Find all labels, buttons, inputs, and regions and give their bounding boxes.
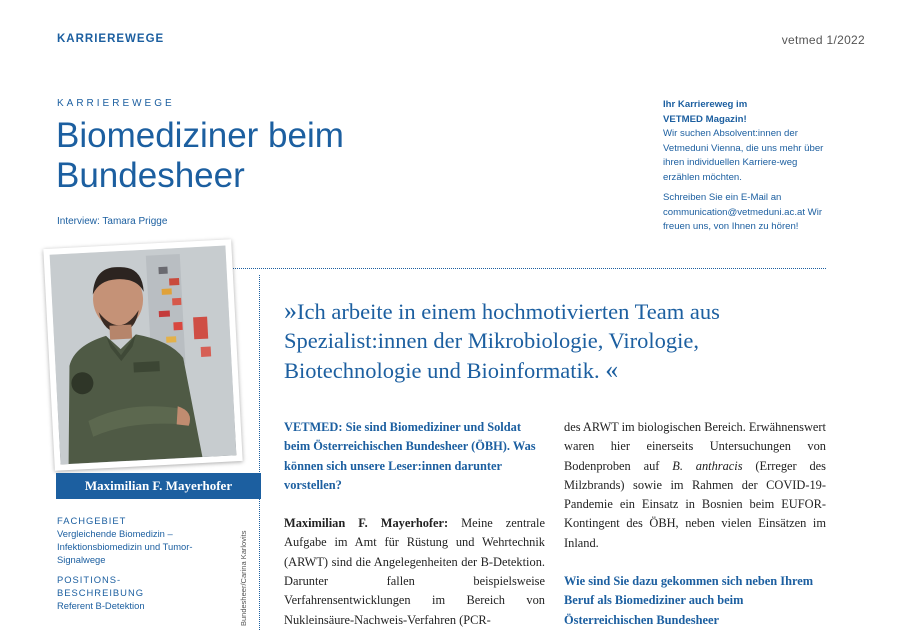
quote-open-mark: » [284,296,297,325]
position-label-1: POSITIONS- [57,574,122,585]
person-meta [57,514,232,612]
photo-credit-text: Bundesheer/Carina Karlovits [239,530,248,626]
answer-speaker: Maximilian F. Mayerhofer: [284,516,449,531]
quote-text: Ich arbeite in einem hochmotivierten Team aus Spezialist:innen der Mikrobiologie, Virologie, Biotechnologie und Bioinformatik. [284,299,720,383]
interview-answer-1 [284,514,545,630]
answer-continuation [564,418,826,553]
continuation-italic: B. anthracis [672,458,743,473]
issue-label: vetmed 1/2022 [781,33,865,47]
continuation-text-a: des ARWT im biologischen Bereich. Erwähnenswert waren hier einerseits Untersuchungen von Bodenproben auf [564,420,826,473]
portrait-illustration [50,246,237,465]
interview-question-2: Wie sind Sie dazu gekommen sich neben Ihrem Beruf als Biomediziner auch beim Österreichischen Bundesheer [564,574,814,627]
horizontal-divider [220,268,826,269]
continuation-text-b: (Erreger des Milzbrands) sowie im Rahmen der COVID-19-Pandemie ein Einsatz in Bosnien beim EUFOR-Kontingent des ÖBH, neben vielen Einsätzen im Inland. [564,458,827,550]
call-text-2: Schreiben Sie ein E-Mail an communication@vetmeduni.ac.at Wir freuen uns, von Ihnen zu hören! [663,192,823,232]
person-name-label: Maximilian F. Mayerhofer [56,473,261,499]
portrait-photo [50,246,237,465]
photo-credit [238,504,252,629]
call-text-1: Wir suchen Absolvent:innen der Vetmeduni Vienna, die uns mehr über ihren individuellen Karriere-weg erzählen möchten. [663,128,824,183]
position-label-2: BESCHREIBUNG [57,587,145,598]
article-title [56,116,344,196]
call-lead-line-2: VETMED Magazin! [663,113,747,125]
call-lead [663,98,833,127]
article-kicker: KARRIEREWEGE [57,98,175,109]
quote-close-mark: « [605,355,619,384]
title-line-2: Bundesheer [56,156,245,195]
portrait-photo-frame [43,239,242,471]
article-column-2 [564,418,826,630]
position-value: Referent B-Detektion [57,600,145,611]
title-line-1: Biomediziner beim [56,116,344,155]
section-tag: KARRIEREWEGE [57,33,165,45]
field-value: Vergleichende Biomedizin – Infektionsbiomedizin und Tumor-Signalwege [57,528,193,565]
answer-text: Meine zentrale Aufgabe im Amt für Rüstung und Wehrtechnik (ARWT) sind die Angelegenheiten der B-Detektion. Darunter fallen beispielsweise Verfahrensentwicklungen im Bereich von Nukleinsäure-Nachweis-Verfahren (PCR- [284,516,545,627]
byline: Interview: Tamara Prigge [57,216,168,227]
vertical-divider [259,275,260,630]
call-lead-line-1: Ihr Karriereweg im [663,99,748,110]
field-label: FACHGEBIET [57,515,127,526]
call-for-stories [663,98,833,241]
interview-question-1: VETMED: Sie sind Biomediziner und Soldat beim Österreichischen Bundesheer (ÖBH). Was können sich unsere Leser:innen darunter vorstellen? [284,420,536,492]
pull-quote [284,296,824,385]
article-column-1 [284,418,545,630]
